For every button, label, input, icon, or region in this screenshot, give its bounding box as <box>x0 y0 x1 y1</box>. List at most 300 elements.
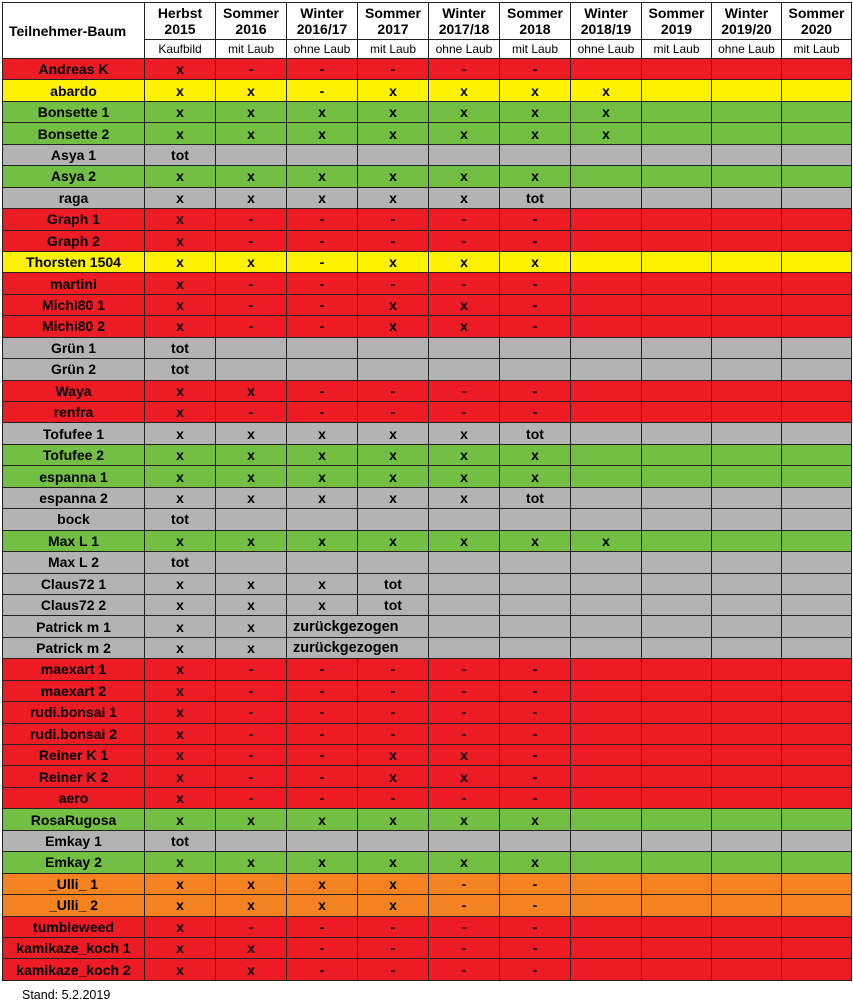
status-cell: x <box>571 530 642 551</box>
table-row <box>3 80 852 101</box>
status-cell: x <box>145 637 216 658</box>
table-row <box>3 530 852 551</box>
status-cell: x <box>145 745 216 766</box>
participant-name: Graph 2 <box>3 230 145 251</box>
status-cell: - <box>500 766 571 787</box>
status-cell: x <box>287 444 358 465</box>
status-cell: - <box>358 916 429 937</box>
empty-cell <box>782 959 852 980</box>
table-row <box>3 787 852 808</box>
participant-name: Asya 1 <box>3 144 145 165</box>
column-subheader: Kaufbild <box>145 40 216 59</box>
table-row <box>3 680 852 701</box>
empty-cell <box>782 873 852 894</box>
empty-cell <box>571 809 642 830</box>
column-year: 2016 <box>235 21 267 37</box>
empty-cell <box>712 101 782 122</box>
status-cell: x <box>500 444 571 465</box>
status-cell: x <box>216 123 287 144</box>
status-cell: x <box>358 166 429 187</box>
empty-cell <box>712 487 782 508</box>
status-cell: - <box>358 702 429 723</box>
empty-cell <box>782 402 852 423</box>
empty-cell <box>642 209 712 230</box>
status-cell: x <box>429 251 500 272</box>
empty-cell <box>429 637 500 658</box>
status-cell: tot <box>358 594 429 615</box>
status-cell: x <box>429 444 500 465</box>
empty-cell <box>571 144 642 165</box>
status-cell: - <box>429 873 500 894</box>
empty-cell <box>358 509 429 530</box>
empty-cell <box>571 680 642 701</box>
empty-cell <box>782 294 852 315</box>
empty-cell <box>712 745 782 766</box>
empty-cell <box>571 294 642 315</box>
empty-cell <box>642 80 712 101</box>
empty-cell <box>571 466 642 487</box>
status-cell: x <box>500 251 571 272</box>
empty-cell <box>500 594 571 615</box>
table-row <box>3 809 852 830</box>
empty-cell <box>571 380 642 401</box>
status-cell: x <box>429 80 500 101</box>
table-row <box>3 937 852 958</box>
status-cell: - <box>429 702 500 723</box>
status-cell: - <box>216 766 287 787</box>
status-cell: x <box>145 123 216 144</box>
table-row <box>3 187 852 208</box>
column-season: Winter <box>724 5 769 21</box>
status-cell: - <box>358 230 429 251</box>
empty-cell <box>216 359 287 380</box>
empty-cell <box>642 680 712 701</box>
participant-name: Michi80 2 <box>3 316 145 337</box>
status-cell: - <box>500 659 571 680</box>
column-header <box>429 3 500 40</box>
status-cell: - <box>216 209 287 230</box>
status-cell: x <box>287 123 358 144</box>
status-cell: - <box>429 230 500 251</box>
empty-cell <box>642 702 712 723</box>
withdrawn-note: zurückgezogen <box>287 616 429 637</box>
participant-name: Tofufee 2 <box>3 444 145 465</box>
column-year: 2018/19 <box>580 21 632 37</box>
status-cell: x <box>145 702 216 723</box>
empty-cell <box>642 830 712 851</box>
empty-cell <box>712 402 782 423</box>
empty-cell <box>642 273 712 294</box>
status-cell: x <box>216 959 287 980</box>
status-cell: - <box>287 766 358 787</box>
empty-cell <box>642 809 712 830</box>
status-cell: x <box>216 187 287 208</box>
empty-cell <box>712 187 782 208</box>
empty-cell <box>642 916 712 937</box>
status-cell: x <box>145 187 216 208</box>
empty-cell <box>642 166 712 187</box>
column-subheader: mit Laub <box>782 40 852 59</box>
table-row <box>3 273 852 294</box>
empty-cell <box>571 594 642 615</box>
status-cell: - <box>429 937 500 958</box>
column-header <box>287 3 358 40</box>
empty-cell <box>782 444 852 465</box>
participant-name: Emkay 1 <box>3 830 145 851</box>
status-cell: x <box>216 80 287 101</box>
participant-name: martini <box>3 273 145 294</box>
status-cell: x <box>216 616 287 637</box>
status-cell: x <box>145 766 216 787</box>
empty-cell <box>782 101 852 122</box>
participant-name: Michi80 1 <box>3 294 145 315</box>
status-cell: x <box>287 573 358 594</box>
status-cell: x <box>358 895 429 916</box>
status-cell: x <box>500 80 571 101</box>
empty-cell <box>782 723 852 744</box>
status-cell: x <box>145 487 216 508</box>
status-cell: - <box>287 916 358 937</box>
empty-cell <box>712 251 782 272</box>
empty-cell <box>712 509 782 530</box>
empty-cell <box>500 359 571 380</box>
empty-cell <box>642 723 712 744</box>
empty-cell <box>712 616 782 637</box>
participant-name: espanna 2 <box>3 487 145 508</box>
empty-cell <box>712 380 782 401</box>
status-cell: - <box>500 745 571 766</box>
table-row <box>3 402 852 423</box>
participant-name: Bonsette 2 <box>3 123 145 144</box>
empty-cell <box>782 702 852 723</box>
empty-cell <box>642 852 712 873</box>
empty-cell <box>571 852 642 873</box>
empty-cell <box>642 873 712 894</box>
empty-cell <box>571 573 642 594</box>
status-cell: x <box>145 959 216 980</box>
empty-cell <box>782 745 852 766</box>
empty-cell <box>712 787 782 808</box>
empty-cell <box>782 616 852 637</box>
status-cell: x <box>358 123 429 144</box>
status-cell: x <box>358 852 429 873</box>
empty-cell <box>358 359 429 380</box>
participant-name: bock <box>3 509 145 530</box>
participant-name: rudi.bonsai 1 <box>3 702 145 723</box>
status-cell: x <box>429 809 500 830</box>
empty-cell <box>571 702 642 723</box>
empty-cell <box>782 144 852 165</box>
empty-cell <box>642 530 712 551</box>
empty-cell <box>642 123 712 144</box>
status-cell: x <box>145 787 216 808</box>
empty-cell <box>712 273 782 294</box>
status-cell: x <box>429 166 500 187</box>
status-cell: - <box>216 402 287 423</box>
status-cell: - <box>358 380 429 401</box>
table-row <box>3 230 852 251</box>
empty-cell <box>642 552 712 573</box>
status-cell: x <box>287 101 358 122</box>
column-season: Herbst <box>157 5 203 21</box>
status-cell: - <box>429 916 500 937</box>
status-cell: - <box>216 702 287 723</box>
participant-name: aero <box>3 787 145 808</box>
table-row <box>3 616 852 637</box>
empty-cell <box>571 402 642 423</box>
empty-cell <box>358 337 429 358</box>
table-row <box>3 916 852 937</box>
column-season: Winter <box>442 5 486 21</box>
status-cell: - <box>500 380 571 401</box>
empty-cell <box>571 659 642 680</box>
participant-name: Reiner K 1 <box>3 745 145 766</box>
empty-cell <box>571 337 642 358</box>
column-year: 2019 <box>660 21 693 37</box>
empty-cell <box>782 423 852 444</box>
column-subheader: mit Laub <box>358 40 429 59</box>
status-cell: - <box>358 723 429 744</box>
empty-cell <box>712 80 782 101</box>
status-cell: - <box>287 702 358 723</box>
status-cell: - <box>500 895 571 916</box>
empty-cell <box>782 123 852 144</box>
empty-cell <box>287 359 358 380</box>
participant-name: Patrick m 2 <box>3 637 145 658</box>
empty-cell <box>712 337 782 358</box>
status-cell: - <box>429 895 500 916</box>
status-cell: x <box>358 530 429 551</box>
column-subheader: ohne Laub <box>571 40 642 59</box>
status-cell: x <box>500 809 571 830</box>
empty-cell <box>712 552 782 573</box>
status-cell: - <box>358 959 429 980</box>
empty-cell <box>642 337 712 358</box>
empty-cell <box>571 916 642 937</box>
status-cell: tot <box>145 144 216 165</box>
empty-cell <box>642 766 712 787</box>
status-cell: - <box>216 230 287 251</box>
column-subheader: ohne Laub <box>287 40 358 59</box>
status-cell: x <box>571 101 642 122</box>
column-season: Winter <box>584 5 628 21</box>
column-header <box>571 3 642 40</box>
status-cell: x <box>287 873 358 894</box>
empty-cell <box>782 852 852 873</box>
column-season: Sommer <box>364 5 422 21</box>
empty-cell <box>571 616 642 637</box>
column-header <box>145 3 216 40</box>
empty-cell <box>642 444 712 465</box>
status-cell: tot <box>500 423 571 444</box>
empty-cell <box>642 637 712 658</box>
table-row <box>3 487 852 508</box>
status-cell: tot <box>145 552 216 573</box>
status-cell: - <box>287 723 358 744</box>
empty-cell <box>571 723 642 744</box>
empty-cell <box>571 895 642 916</box>
status-cell: x <box>287 895 358 916</box>
column-year: 2019/20 <box>721 21 772 37</box>
stand-date: Stand: 5.2.2019 <box>22 988 111 1002</box>
corner-header: Teilnehmer-Baum <box>3 3 145 59</box>
status-cell: x <box>429 101 500 122</box>
empty-cell <box>571 444 642 465</box>
status-cell: - <box>287 937 358 958</box>
empty-cell <box>287 337 358 358</box>
empty-cell <box>782 809 852 830</box>
empty-cell <box>429 337 500 358</box>
empty-cell <box>571 487 642 508</box>
status-cell: x <box>429 187 500 208</box>
table-row <box>3 659 852 680</box>
status-cell: - <box>287 959 358 980</box>
participant-name: maexart 2 <box>3 680 145 701</box>
status-cell: - <box>216 59 287 80</box>
empty-cell <box>712 916 782 937</box>
status-cell: x <box>500 466 571 487</box>
status-cell: x <box>216 101 287 122</box>
status-cell: x <box>145 294 216 315</box>
status-cell: x <box>287 487 358 508</box>
status-cell: - <box>287 402 358 423</box>
participant-name: Andreas K <box>3 59 145 80</box>
status-cell: tot <box>500 487 571 508</box>
status-cell: - <box>287 251 358 272</box>
column-year: 2016/17 <box>296 21 348 37</box>
empty-cell <box>216 337 287 358</box>
empty-cell <box>642 594 712 615</box>
status-cell: x <box>500 101 571 122</box>
status-cell: tot <box>500 187 571 208</box>
empty-cell <box>712 166 782 187</box>
status-cell: x <box>216 251 287 272</box>
status-cell: x <box>287 852 358 873</box>
status-cell: x <box>429 294 500 315</box>
status-cell: - <box>429 723 500 744</box>
empty-cell <box>712 852 782 873</box>
empty-cell <box>642 230 712 251</box>
table-row <box>3 723 852 744</box>
empty-cell <box>571 959 642 980</box>
participant-name: rudi.bonsai 2 <box>3 723 145 744</box>
status-cell: x <box>216 873 287 894</box>
table-row <box>3 359 852 380</box>
empty-cell <box>287 552 358 573</box>
empty-cell <box>571 552 642 573</box>
empty-cell <box>642 59 712 80</box>
participant-name: Grün 2 <box>3 359 145 380</box>
status-cell: - <box>500 873 571 894</box>
participant-name: renfra <box>3 402 145 423</box>
table-row <box>3 830 852 851</box>
empty-cell <box>429 552 500 573</box>
empty-cell <box>782 916 852 937</box>
status-cell: - <box>500 787 571 808</box>
status-cell: x <box>145 916 216 937</box>
status-cell: - <box>500 937 571 958</box>
empty-cell <box>287 830 358 851</box>
empty-cell <box>712 423 782 444</box>
participant-name: tumbleweed <box>3 916 145 937</box>
status-cell: x <box>500 123 571 144</box>
empty-cell <box>712 959 782 980</box>
status-cell: x <box>216 937 287 958</box>
status-cell: x <box>145 680 216 701</box>
status-cell: - <box>216 723 287 744</box>
status-cell: x <box>145 59 216 80</box>
status-cell: - <box>500 916 571 937</box>
empty-cell <box>571 359 642 380</box>
participant-name: espanna 1 <box>3 466 145 487</box>
empty-cell <box>500 337 571 358</box>
empty-cell <box>216 509 287 530</box>
status-cell: tot <box>145 337 216 358</box>
participant-name: kamikaze_koch 2 <box>3 959 145 980</box>
empty-cell <box>712 444 782 465</box>
status-cell: x <box>216 380 287 401</box>
table-row <box>3 294 852 315</box>
status-cell: x <box>287 423 358 444</box>
empty-cell <box>782 187 852 208</box>
column-header <box>216 3 287 40</box>
status-cell: x <box>145 895 216 916</box>
empty-cell <box>642 509 712 530</box>
status-cell: x <box>287 594 358 615</box>
empty-cell <box>712 573 782 594</box>
table-row <box>3 101 852 122</box>
empty-cell <box>712 937 782 958</box>
status-cell: x <box>358 444 429 465</box>
empty-cell <box>429 573 500 594</box>
empty-cell <box>571 316 642 337</box>
status-cell: - <box>500 209 571 230</box>
empty-cell <box>642 359 712 380</box>
table-row <box>3 337 852 358</box>
empty-cell <box>782 895 852 916</box>
status-cell: x <box>429 745 500 766</box>
empty-cell <box>782 680 852 701</box>
status-cell: x <box>145 466 216 487</box>
table-row <box>3 766 852 787</box>
empty-cell <box>782 830 852 851</box>
status-cell: x <box>145 852 216 873</box>
empty-cell <box>642 251 712 272</box>
participant-name: Graph 1 <box>3 209 145 230</box>
table-row <box>3 316 852 337</box>
status-cell: x <box>429 316 500 337</box>
status-cell: - <box>287 209 358 230</box>
participant-name: Asya 2 <box>3 166 145 187</box>
participant-name: raga <box>3 187 145 208</box>
status-cell: x <box>145 209 216 230</box>
empty-cell <box>782 487 852 508</box>
status-cell: tot <box>145 359 216 380</box>
column-subheader: ohne Laub <box>712 40 782 59</box>
empty-cell <box>782 466 852 487</box>
status-cell: - <box>500 316 571 337</box>
empty-cell <box>571 166 642 187</box>
participant-tree-table <box>2 2 852 981</box>
empty-cell <box>712 594 782 615</box>
status-cell: x <box>358 251 429 272</box>
status-cell: x <box>358 809 429 830</box>
table-row <box>3 573 852 594</box>
status-cell: - <box>358 209 429 230</box>
status-cell: - <box>429 680 500 701</box>
status-cell: x <box>429 530 500 551</box>
empty-cell <box>642 466 712 487</box>
